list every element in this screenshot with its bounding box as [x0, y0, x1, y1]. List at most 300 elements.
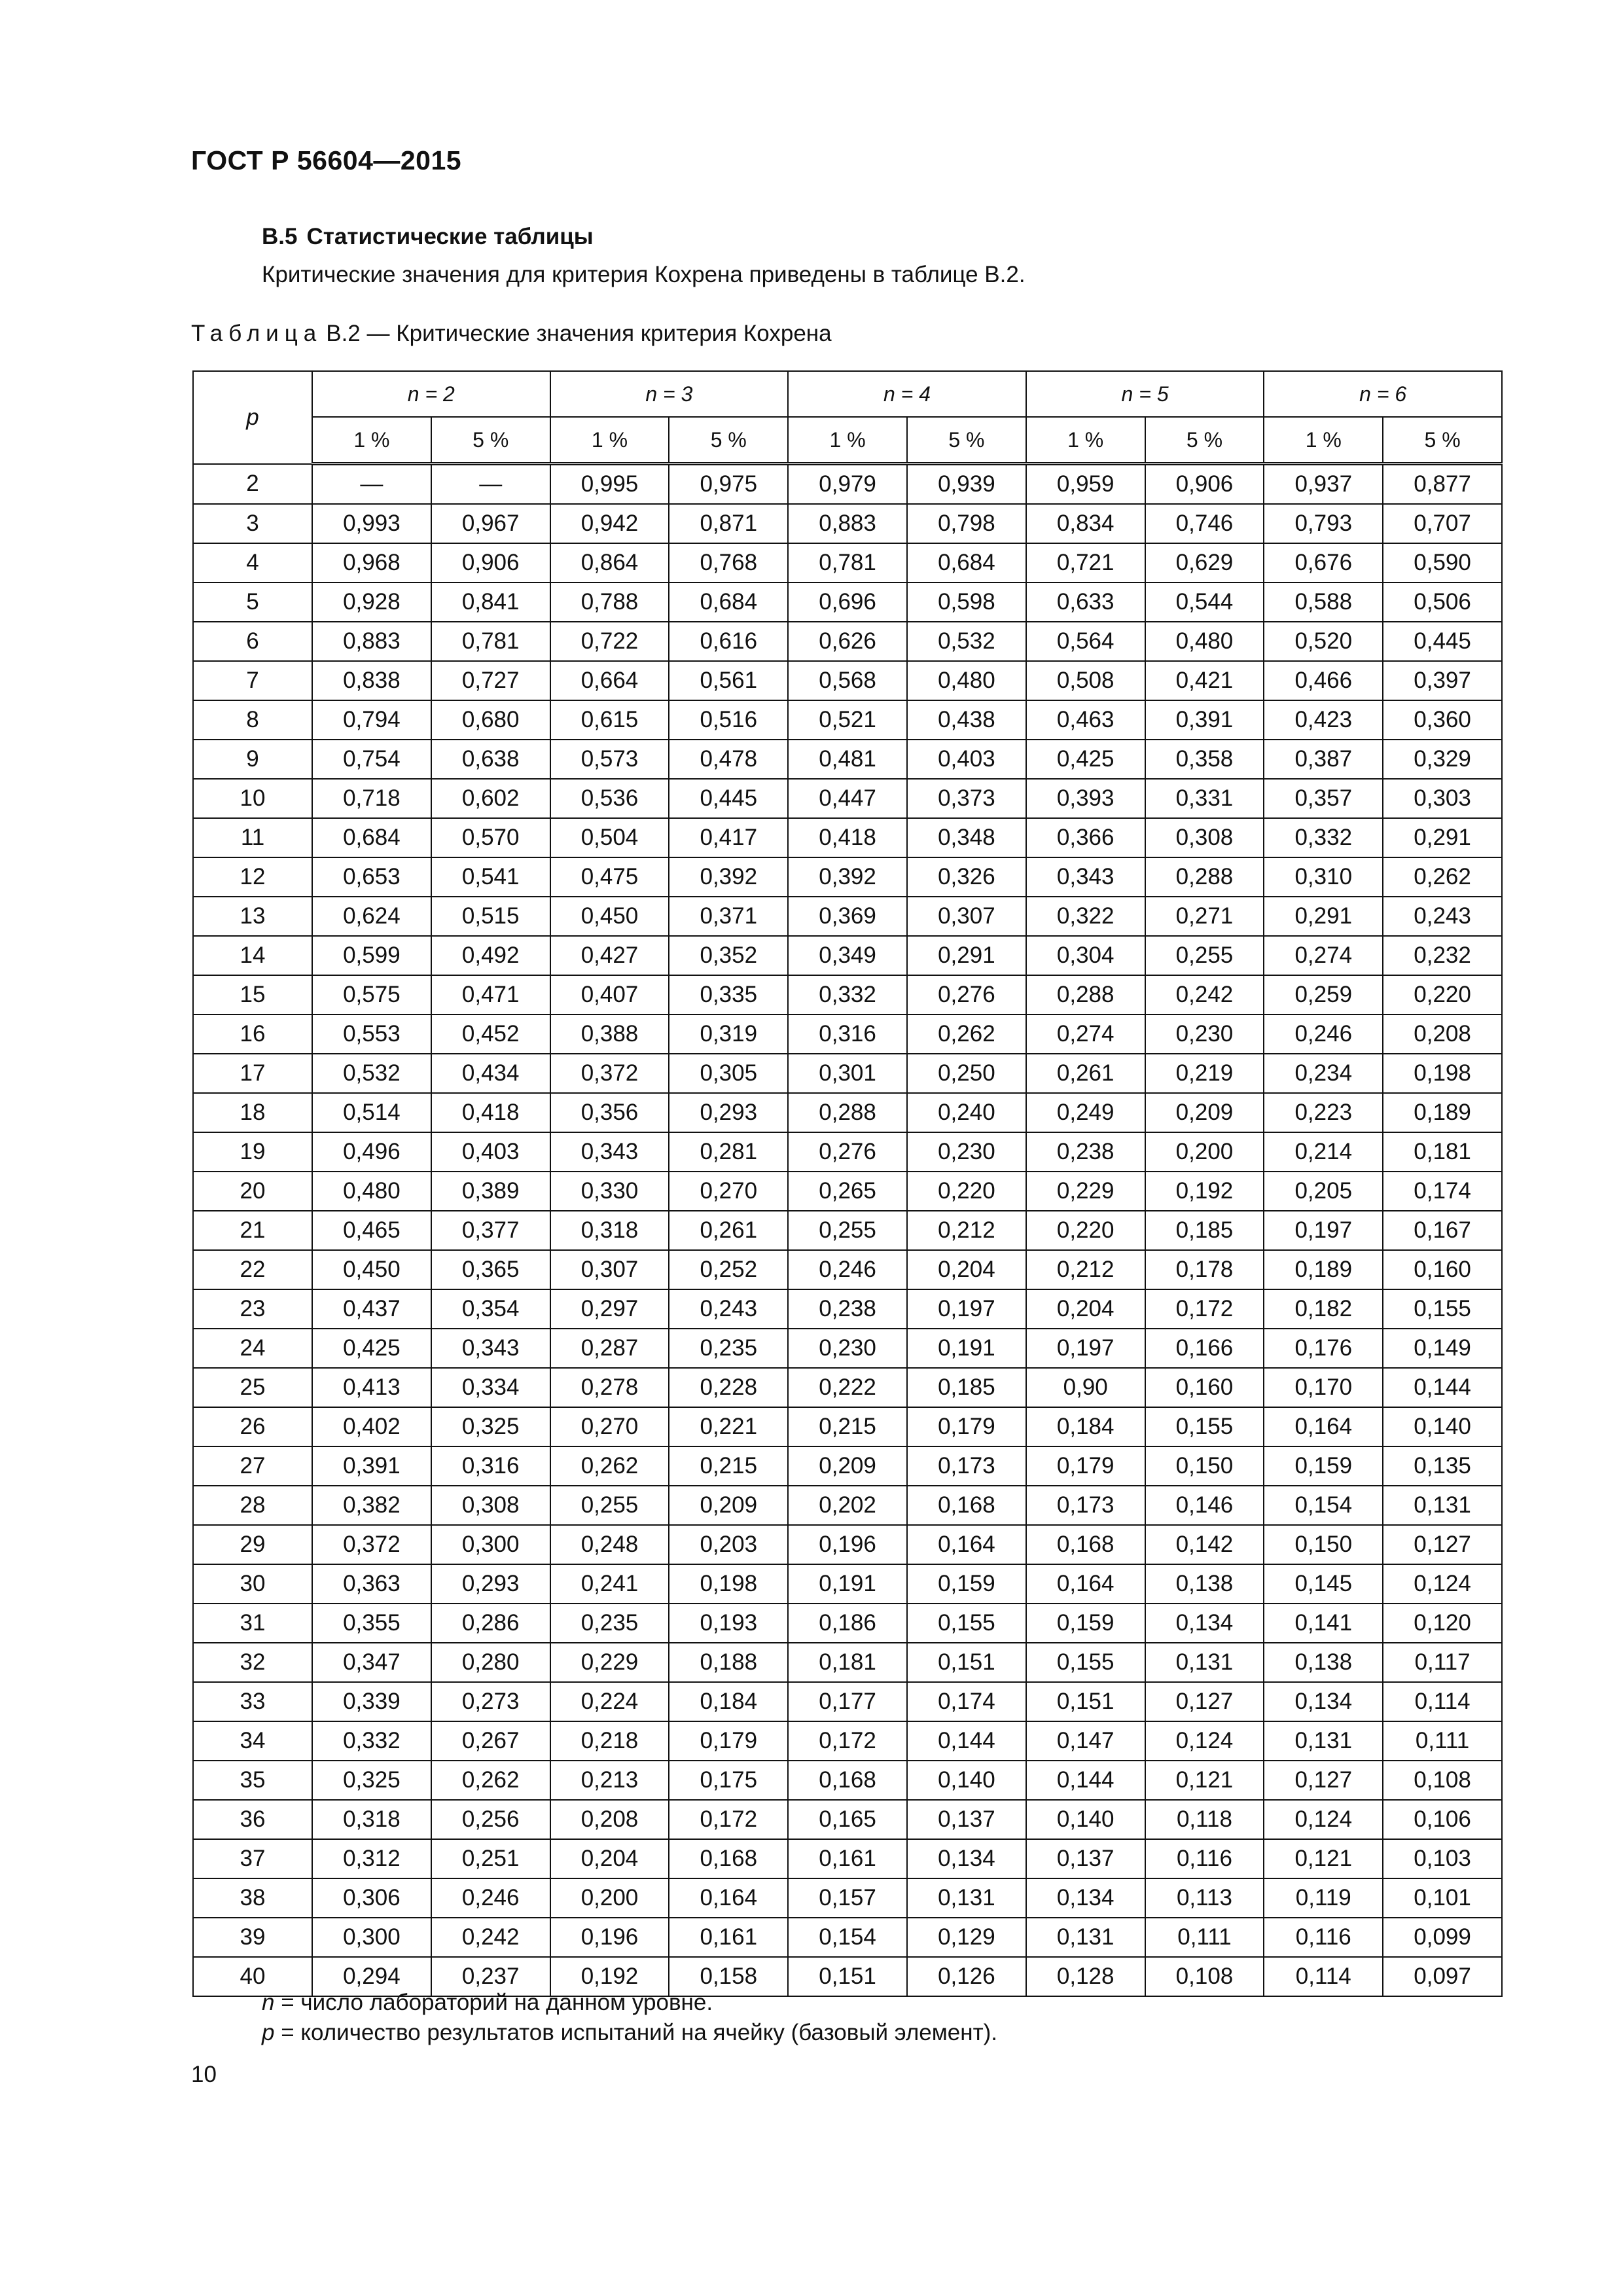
- group-header: n = 5: [1026, 371, 1264, 417]
- table-cell: 0,223: [1264, 1093, 1383, 1132]
- table-cell: 0,573: [550, 740, 669, 779]
- table-cell: 0,124: [1264, 1800, 1383, 1839]
- row-p-value: 22: [193, 1250, 312, 1289]
- table-cell: 0,305: [669, 1054, 788, 1093]
- table-cell: 0,348: [907, 818, 1026, 857]
- table-cell: 0,265: [788, 1172, 907, 1211]
- table-cell: 0,504: [550, 818, 669, 857]
- row-p-value: 18: [193, 1093, 312, 1132]
- table-cell: 0,204: [550, 1839, 669, 1878]
- table-cell: 0,369: [788, 897, 907, 936]
- table-cell: 0,939: [907, 464, 1026, 505]
- table-cell: 0,209: [669, 1486, 788, 1525]
- table-cell: 0,864: [550, 543, 669, 583]
- row-p-value: 11: [193, 818, 312, 857]
- table-cell: 0,222: [788, 1368, 907, 1407]
- table-cell: 0,793: [1264, 504, 1383, 543]
- table-cell: 0,158: [669, 1957, 788, 1996]
- table-cell: 0,273: [431, 1682, 550, 1721]
- table-cell: 0,157: [788, 1878, 907, 1918]
- table-cell: 0,170: [1264, 1368, 1383, 1407]
- table-cell: 0,532: [312, 1054, 431, 1093]
- table-cell: 0,352: [669, 936, 788, 975]
- table-cell: 0,262: [550, 1446, 669, 1486]
- table-cell: 0,478: [669, 740, 788, 779]
- table-cell: 0,727: [431, 661, 550, 700]
- table-cell: 0,137: [907, 1800, 1026, 1839]
- table-cell: 0,205: [1264, 1172, 1383, 1211]
- table-row: [193, 583, 1502, 622]
- table-cell: 0,243: [669, 1289, 788, 1329]
- table-cell: 0,492: [431, 936, 550, 975]
- table-cell: 0,164: [1264, 1407, 1383, 1446]
- table-cell: 0,300: [312, 1918, 431, 1957]
- table-cell: 0,188: [669, 1643, 788, 1682]
- table-cell: 0,165: [788, 1800, 907, 1839]
- table-cell: 0,196: [550, 1918, 669, 1957]
- table-cell: 0,304: [1026, 936, 1145, 975]
- table-row: [193, 661, 1502, 700]
- table-cell: 0,138: [1264, 1643, 1383, 1682]
- header-row-levels: [193, 417, 1502, 464]
- subcol-header: 5 %: [907, 417, 1026, 464]
- table-cell: 0,128: [1026, 1957, 1145, 1996]
- table-cell: 0,274: [1026, 1014, 1145, 1054]
- table-cell: 0,182: [1264, 1289, 1383, 1329]
- table-cell: 0,280: [431, 1643, 550, 1682]
- table-cell: 0,270: [669, 1172, 788, 1211]
- table-cell: 0,261: [669, 1211, 788, 1250]
- table-cell: 0,417: [669, 818, 788, 857]
- footnote-n: [262, 1990, 713, 2016]
- table-cell: 0,906: [1145, 464, 1264, 505]
- table-cell: 0,164: [669, 1878, 788, 1918]
- row-p-value: 27: [193, 1446, 312, 1486]
- table-row: [193, 740, 1502, 779]
- table-cell: 0,191: [788, 1564, 907, 1604]
- table-cell: 0,293: [669, 1093, 788, 1132]
- table-cell: 0,140: [907, 1761, 1026, 1800]
- table-cell: 0,781: [431, 622, 550, 661]
- row-p-value: 7: [193, 661, 312, 700]
- table-cell: 0,297: [550, 1289, 669, 1329]
- table-cell: 0,212: [907, 1211, 1026, 1250]
- table-cell: 0,127: [1145, 1682, 1264, 1721]
- table-cell: 0,481: [788, 740, 907, 779]
- table-cell: 0,553: [312, 1014, 431, 1054]
- table-cell: 0,149: [1383, 1329, 1502, 1368]
- table-cell: 0,203: [669, 1525, 788, 1564]
- subcol-header: 5 %: [431, 417, 550, 464]
- row-p-value: 12: [193, 857, 312, 897]
- table-cell: 0,319: [669, 1014, 788, 1054]
- table-cell: 0,463: [1026, 700, 1145, 740]
- row-p-value: 19: [193, 1132, 312, 1172]
- table-cell: 0,276: [788, 1132, 907, 1172]
- table-cell: 0,155: [1026, 1643, 1145, 1682]
- table-cell: 0,281: [669, 1132, 788, 1172]
- table-cell: 0,151: [788, 1957, 907, 1996]
- table-cell: 0,103: [1383, 1839, 1502, 1878]
- table-row: [193, 1211, 1502, 1250]
- table-cell: 0,166: [1145, 1329, 1264, 1368]
- table-cell: 0,172: [1145, 1289, 1264, 1329]
- table-cell: 0,360: [1383, 700, 1502, 740]
- table-cell: 0,215: [788, 1407, 907, 1446]
- table-cell: 0,178: [1145, 1250, 1264, 1289]
- table-cell: 0,111: [1145, 1918, 1264, 1957]
- table-cell: 0,106: [1383, 1800, 1502, 1839]
- table-cell: 0,230: [907, 1132, 1026, 1172]
- row-p-value: 13: [193, 897, 312, 936]
- table-cell: 0,306: [312, 1878, 431, 1918]
- table-cell: 0,250: [907, 1054, 1026, 1093]
- table-cell: 0,465: [312, 1211, 431, 1250]
- table-cell: 0,616: [669, 622, 788, 661]
- table-cell: 0,234: [1264, 1054, 1383, 1093]
- table-cell: 0,168: [669, 1839, 788, 1878]
- row-p-value: 8: [193, 700, 312, 740]
- table-cell: 0,300: [431, 1525, 550, 1564]
- table-cell: 0,127: [1264, 1761, 1383, 1800]
- table-cell: 0,794: [312, 700, 431, 740]
- section-number: В.5: [262, 224, 298, 249]
- table-cell: 0,131: [1383, 1486, 1502, 1525]
- table-cell: 0,536: [550, 779, 669, 818]
- table-cell: 0,155: [1383, 1289, 1502, 1329]
- table-cell: 0,117: [1383, 1643, 1502, 1682]
- table-cell: 0,160: [1383, 1250, 1502, 1289]
- table-cell: 0,154: [1264, 1486, 1383, 1525]
- table-cell: 0,718: [312, 779, 431, 818]
- table-cell: 0,288: [1026, 975, 1145, 1014]
- table-cell: 0,173: [1026, 1486, 1145, 1525]
- table-cell: 0,220: [907, 1172, 1026, 1211]
- table-cell: 0,185: [907, 1368, 1026, 1407]
- table-cell: 0,134: [1145, 1604, 1264, 1643]
- table-cell: 0,372: [312, 1525, 431, 1564]
- table-cell: 0,228: [669, 1368, 788, 1407]
- table-cell: 0,358: [1145, 740, 1264, 779]
- group-header: n = 2: [312, 371, 550, 417]
- table-cell: 0,150: [1264, 1525, 1383, 1564]
- table-cell: 0,722: [550, 622, 669, 661]
- header-row-groups: [193, 371, 1502, 417]
- table-cell: 0,270: [550, 1407, 669, 1446]
- row-p-value: 29: [193, 1525, 312, 1564]
- table-cell: 0,363: [312, 1564, 431, 1604]
- row-p-value: 32: [193, 1643, 312, 1682]
- table-cell: 0,119: [1264, 1878, 1383, 1918]
- table-cell: 0,168: [788, 1761, 907, 1800]
- table-cell: 0,138: [1145, 1564, 1264, 1604]
- table-cell: 0,382: [312, 1486, 431, 1525]
- table-cell: —: [431, 464, 550, 505]
- table-cell: 0,355: [312, 1604, 431, 1643]
- group-header: n = 3: [550, 371, 789, 417]
- table-cell: 0,438: [907, 700, 1026, 740]
- table-cell: 0,262: [431, 1761, 550, 1800]
- table-cell: 0,116: [1145, 1839, 1264, 1878]
- table-cell: 0,475: [550, 857, 669, 897]
- table-cell: 0,445: [1383, 622, 1502, 661]
- table-cell: 0,246: [788, 1250, 907, 1289]
- row-p-value: 33: [193, 1682, 312, 1721]
- table-cell: 0,288: [788, 1093, 907, 1132]
- table-cell: 0,179: [669, 1721, 788, 1761]
- table-cell: 0,397: [1383, 661, 1502, 700]
- table-cell: 0,883: [312, 622, 431, 661]
- table-cell: 0,141: [1264, 1604, 1383, 1643]
- table-row: [193, 1918, 1502, 1957]
- table-row: [193, 936, 1502, 975]
- table-row: [193, 1643, 1502, 1682]
- table-cell: 0,129: [907, 1918, 1026, 1957]
- table-cell: 0,142: [1145, 1525, 1264, 1564]
- table-cell: 0,181: [1383, 1132, 1502, 1172]
- table-cell: 0,197: [1264, 1211, 1383, 1250]
- table-cell: 0,615: [550, 700, 669, 740]
- table-cell: 0,243: [1383, 897, 1502, 936]
- table-body: [193, 464, 1502, 1997]
- table-cell: 0,235: [669, 1329, 788, 1368]
- table-cell: 0,788: [550, 583, 669, 622]
- table-cell: 0,220: [1383, 975, 1502, 1014]
- row-p-value: 5: [193, 583, 312, 622]
- table-cell: 0,159: [1264, 1446, 1383, 1486]
- table-cell: 0,318: [550, 1211, 669, 1250]
- table-cell: 0,365: [431, 1250, 550, 1289]
- table-cell: 0,287: [550, 1329, 669, 1368]
- row-p-value: 23: [193, 1289, 312, 1329]
- row-p-value: 21: [193, 1211, 312, 1250]
- table-row: [193, 857, 1502, 897]
- table-cell: 0,213: [550, 1761, 669, 1800]
- subcol-header: 5 %: [1145, 417, 1264, 464]
- row-p-value: 20: [193, 1172, 312, 1211]
- table-cell: 0,407: [550, 975, 669, 1014]
- row-p-value: 25: [193, 1368, 312, 1407]
- group-header: n = 6: [1264, 371, 1502, 417]
- row-p-value: 40: [193, 1957, 312, 1996]
- row-p-value: 39: [193, 1918, 312, 1957]
- table-cell: 0,445: [669, 779, 788, 818]
- table-cell: 0,134: [1026, 1878, 1145, 1918]
- table-cell: 0,356: [550, 1093, 669, 1132]
- table-cell: 0,480: [1145, 622, 1264, 661]
- table-cell: 0,347: [312, 1643, 431, 1682]
- table-cell: 0,111: [1383, 1721, 1502, 1761]
- table-cell: 0,768: [669, 543, 788, 583]
- table-cell: 0,198: [1383, 1054, 1502, 1093]
- table-cell: 0,590: [1383, 543, 1502, 583]
- table-cell: 0,575: [312, 975, 431, 1014]
- table-row: [193, 1172, 1502, 1211]
- table-cell: 0,684: [669, 583, 788, 622]
- table-cell: 0,334: [431, 1368, 550, 1407]
- table-cell: 0,871: [669, 504, 788, 543]
- table-cell: 0,174: [907, 1682, 1026, 1721]
- table-row: [193, 622, 1502, 661]
- table-cell: 0,116: [1264, 1918, 1383, 1957]
- table-caption-title: В.2 — Критические значения критерия Кохрена: [326, 321, 832, 346]
- table-cell: 0,145: [1264, 1564, 1383, 1604]
- row-p-value: 34: [193, 1721, 312, 1761]
- subcol-header: 1 %: [1264, 417, 1383, 464]
- table-cell: 0,373: [907, 779, 1026, 818]
- document-code: ГОСТ Р 56604—2015: [191, 145, 462, 175]
- table-cell: 0,135: [1383, 1446, 1502, 1486]
- table-cell: 0,366: [1026, 818, 1145, 857]
- row-p-value: 26: [193, 1407, 312, 1446]
- row-p-value: 15: [193, 975, 312, 1014]
- table-row: [193, 504, 1502, 543]
- table-cell: 0,220: [1026, 1211, 1145, 1250]
- table-cell: 0,131: [1145, 1643, 1264, 1682]
- table-row: [193, 700, 1502, 740]
- table-cell: 0,975: [669, 464, 788, 505]
- table-cell: 0,204: [907, 1250, 1026, 1289]
- subcol-header: 1 %: [788, 417, 907, 464]
- table-cell: 0,434: [431, 1054, 550, 1093]
- table-cell: 0,343: [431, 1329, 550, 1368]
- table-cell: 0,307: [907, 897, 1026, 936]
- table-row: [193, 543, 1502, 583]
- table-cell: 0,172: [788, 1721, 907, 1761]
- table-cell: 0,834: [1026, 504, 1145, 543]
- row-p-value: 4: [193, 543, 312, 583]
- table-cell: 0,121: [1264, 1839, 1383, 1878]
- row-p-value: 37: [193, 1839, 312, 1878]
- table-cell: 0,968: [312, 543, 431, 583]
- table-cell: 0,241: [550, 1564, 669, 1604]
- table-cell: 0,271: [1145, 897, 1264, 936]
- footnote-p: [262, 2020, 997, 2046]
- table-cell: 0,179: [1026, 1446, 1145, 1486]
- table-cell: 0,140: [1026, 1800, 1145, 1839]
- table-cell: 0,151: [907, 1643, 1026, 1682]
- table-cell: 0,131: [1026, 1918, 1145, 1957]
- table-cell: 0,332: [1264, 818, 1383, 857]
- table-cell: 0,286: [431, 1604, 550, 1643]
- table-cell: 0,291: [1383, 818, 1502, 857]
- table-cell: 0,255: [788, 1211, 907, 1250]
- table-cell: —: [312, 464, 431, 505]
- table-cell: 0,418: [788, 818, 907, 857]
- table-row: [193, 1564, 1502, 1604]
- row-p-value: 28: [193, 1486, 312, 1525]
- table-row: [193, 818, 1502, 857]
- group-header: n = 4: [788, 371, 1026, 417]
- table-cell: 0,248: [550, 1525, 669, 1564]
- table-cell: 0,246: [1264, 1014, 1383, 1054]
- table-row: [193, 1721, 1502, 1761]
- table-cell: 0,134: [1264, 1682, 1383, 1721]
- table-cell: 0,120: [1383, 1604, 1502, 1643]
- table-cell: 0,108: [1383, 1761, 1502, 1800]
- table-cell: 0,541: [431, 857, 550, 897]
- table-cell: 0,212: [1026, 1250, 1145, 1289]
- table-cell: 0,126: [907, 1957, 1026, 1996]
- table-cell: 0,127: [1383, 1525, 1502, 1564]
- table-cell: 0,877: [1383, 464, 1502, 505]
- table-cell: 0,164: [1026, 1564, 1145, 1604]
- table-cell: 0,664: [550, 661, 669, 700]
- table-cell: 0,242: [431, 1918, 550, 1957]
- row-p-value: 17: [193, 1054, 312, 1093]
- table-row: [193, 1446, 1502, 1486]
- table-cell: 0,255: [550, 1486, 669, 1525]
- table-cell: 0,118: [1145, 1800, 1264, 1839]
- table-cell: 0,515: [431, 897, 550, 936]
- row-p-value: 38: [193, 1878, 312, 1918]
- table-row: [193, 1604, 1502, 1643]
- table-cell: 0,838: [312, 661, 431, 700]
- table-cell: 0,150: [1145, 1446, 1264, 1486]
- table-cell: 0,403: [907, 740, 1026, 779]
- row-p-value: 14: [193, 936, 312, 975]
- table-cell: 0,928: [312, 583, 431, 622]
- table-cell: 0,200: [1145, 1132, 1264, 1172]
- table-cell: 0,993: [312, 504, 431, 543]
- table-cell: 0,097: [1383, 1957, 1502, 1996]
- table-cell: 0,144: [907, 1721, 1026, 1761]
- table-cell: 0,134: [907, 1839, 1026, 1878]
- table-cell: 0,186: [788, 1604, 907, 1643]
- table-cell: 0,781: [788, 543, 907, 583]
- table-cell: 0,624: [312, 897, 431, 936]
- table-cell: 0,392: [669, 857, 788, 897]
- table-cell: 0,184: [1026, 1407, 1145, 1446]
- table-cell: 0,602: [431, 779, 550, 818]
- table-cell: 0,252: [669, 1250, 788, 1289]
- table-cell: 0,259: [1264, 975, 1383, 1014]
- table-cell: 0,979: [788, 464, 907, 505]
- table-cell: 0,798: [907, 504, 1026, 543]
- row-p-value: 35: [193, 1761, 312, 1800]
- table-cell: 0,204: [1026, 1289, 1145, 1329]
- table-cell: 0,124: [1145, 1721, 1264, 1761]
- table-cell: 0,144: [1026, 1761, 1145, 1800]
- table-cell: 0,598: [907, 583, 1026, 622]
- table-cell: 0,262: [907, 1014, 1026, 1054]
- table-cell: 0,249: [1026, 1093, 1145, 1132]
- table-cell: 0,308: [431, 1486, 550, 1525]
- table-cell: 0,343: [1026, 857, 1145, 897]
- table-cell: 0,189: [1264, 1250, 1383, 1289]
- table-cell: 0,230: [788, 1329, 907, 1368]
- section-intro: Критические значения для критерия Кохрена приведены в таблице В.2.: [262, 262, 1026, 287]
- table-cell: 0,332: [788, 975, 907, 1014]
- table-row: [193, 975, 1502, 1014]
- subcol-header: 5 %: [1383, 417, 1502, 464]
- table-cell: 0,329: [1383, 740, 1502, 779]
- table-cell: 0,516: [669, 700, 788, 740]
- table-cell: 0,192: [1145, 1172, 1264, 1211]
- table-cell: 0,326: [907, 857, 1026, 897]
- table-cell: 0,312: [312, 1839, 431, 1878]
- table-cell: 0,437: [312, 1289, 431, 1329]
- table-cell: 0,288: [1145, 857, 1264, 897]
- table-row: [193, 1800, 1502, 1839]
- table-row: [193, 1289, 1502, 1329]
- table-header: [193, 371, 1502, 464]
- table-cell: 0,532: [907, 622, 1026, 661]
- table-cell: 0,316: [431, 1446, 550, 1486]
- table-cell: 0,294: [312, 1957, 431, 1996]
- section-title: Статистические таблицы: [306, 224, 594, 249]
- table-cell: 0,114: [1383, 1682, 1502, 1721]
